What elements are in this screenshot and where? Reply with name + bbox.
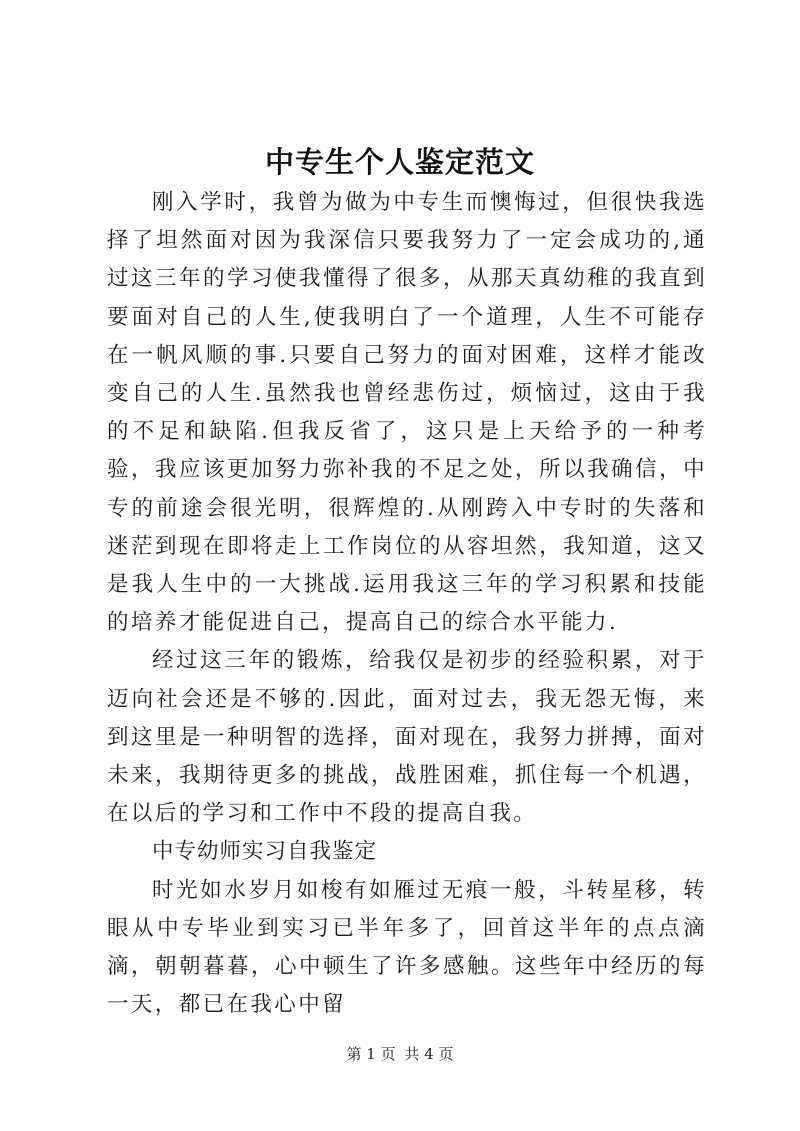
paragraph-1: 刚入学时，我曾为做为中专生而懊悔过，但很快我选择了坦然面对因为我深信只要我努力了一定会成功的,通过这三年的学习使我懂得了很多，从那天真幼稚的我直到要面对自己的人生,使我明白了一个道理，人生不可能存在一帆风顺的事.只要自己努力的面对困难，这样才能改变自己的人生.虽然我也曾经悲伤过，烦恼过，这由于我的不足和缺陷.但我反省了，这只是上天给予的一种考验，我应该更加努力弥补我的不足之处，所以我确信，中专的前途会很光明，很辉煌的.从刚跨入中专时的失落和迷茫到现在即将走上工作岗位的从容坦然，我知道，这又是我人生中的一大挑战.运用我这三年的学习积累和技能的培养才能促进自己，提高自己的综合水平能力. (107, 190, 707, 636)
page-footer (0, 1044, 800, 1064)
page-number: 第 1 页 (346, 1045, 396, 1063)
document-body (107, 184, 707, 1024)
page-total: 共 4 页 (404, 1045, 454, 1063)
paragraph-3: 时光如水岁月如梭有如雁过无痕一般，斗转星移，转眼从中专毕业到实习已半年多了，回首这半年的点点滴滴，朝朝暮暮，心中顿生了许多感触。这些年中经历的每一天，都已在我心中留 (107, 877, 707, 1018)
paragraph-2: 经过这三年的锻炼，给我仅是初步的经验积累，对于迈向社会还是不够的.因此，面对过去，我无怨无悔，来到这里是一种明智的选择，面对现在，我努力拼搏，面对未来，我期待更多的挑战，战胜困难，抓住每一个机遇，在以后的学习和工作中不段的提高自我。 (107, 648, 707, 827)
section-heading: 中专幼师实习自我鉴定 (152, 839, 378, 865)
document-title: 中专生个人鉴定范文 (264, 145, 535, 179)
